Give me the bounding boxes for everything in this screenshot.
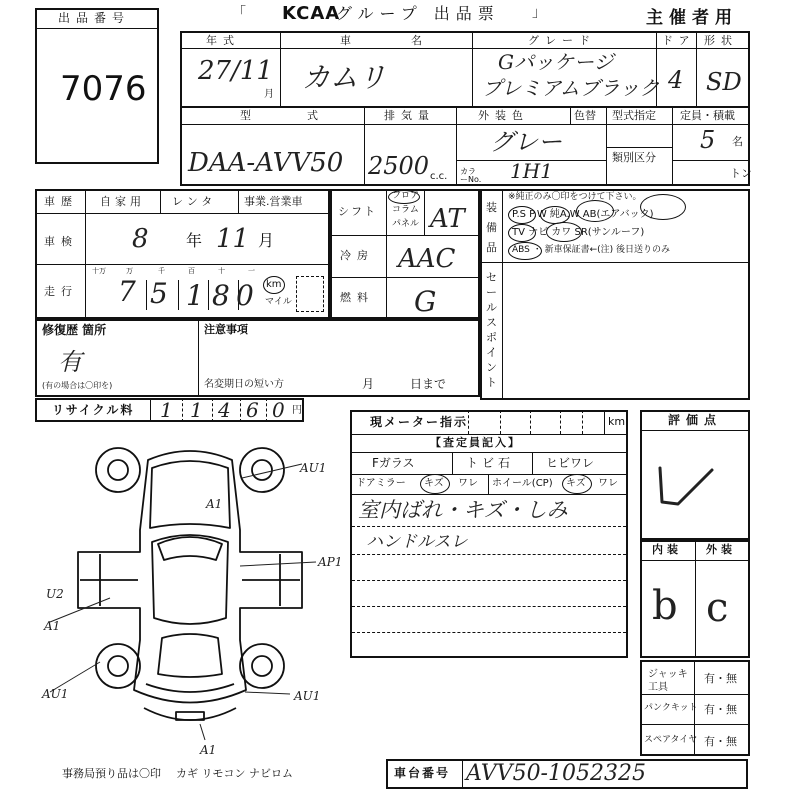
shift-option-floor: フロア bbox=[392, 191, 420, 201]
crack-label: ヒビワレ bbox=[546, 456, 595, 470]
model-designation-label: 型式指定 bbox=[612, 109, 656, 122]
row-line bbox=[35, 264, 330, 265]
row-line bbox=[456, 124, 606, 125]
form-title: グループ 出品票 bbox=[336, 4, 500, 23]
col-line bbox=[182, 398, 183, 422]
mirror-crack-label: ワレ bbox=[458, 478, 478, 489]
col-line bbox=[468, 410, 469, 434]
col-line bbox=[532, 452, 533, 474]
row-line bbox=[35, 213, 330, 214]
digit-sep bbox=[146, 280, 147, 310]
puncture-yes-no: 有・無 bbox=[704, 703, 737, 716]
wheel-crack-label: ワレ bbox=[598, 478, 618, 489]
recycle-digit-2: 1 bbox=[190, 398, 203, 422]
col-line bbox=[530, 410, 531, 434]
col-line bbox=[696, 31, 697, 106]
shift-option-panel: パネル bbox=[392, 219, 420, 229]
col-line bbox=[502, 189, 503, 400]
col-line bbox=[462, 759, 463, 789]
meter-label: 現メーター指示 bbox=[370, 415, 469, 429]
equip-circle-ab bbox=[640, 194, 686, 220]
brand-logo: KCAA bbox=[282, 3, 341, 24]
row-line bbox=[672, 160, 750, 161]
lot-label: 出品番号 bbox=[58, 11, 131, 25]
damage-label-au1-left: AU1 bbox=[42, 687, 69, 701]
digit-label-100k: 十万 bbox=[92, 267, 106, 275]
col-line bbox=[582, 410, 583, 434]
damage-label-au1-right: AU1 bbox=[294, 689, 321, 703]
title-change-month-unit: 月 bbox=[362, 377, 375, 391]
shift-label: シフト bbox=[338, 205, 377, 218]
class-label: 類別区分 bbox=[612, 151, 656, 164]
col-line bbox=[570, 106, 571, 124]
row-line bbox=[606, 147, 672, 148]
year-value: 27/11 bbox=[198, 56, 273, 86]
equip-circle-tv bbox=[508, 224, 536, 242]
fuel-value: G bbox=[414, 285, 437, 318]
office-note: 事務局預り品は〇印 bbox=[62, 767, 161, 780]
mileage-digit-2: 5 bbox=[150, 277, 168, 310]
exterior-color-value: グレー bbox=[490, 128, 562, 156]
mileage-tail-box bbox=[296, 276, 324, 312]
capacity-value: 5 bbox=[700, 126, 716, 154]
door-value: 4 bbox=[668, 66, 684, 94]
remark-line-1: 室内ばれ・キズ・しみ bbox=[358, 498, 568, 522]
fuel-label: 燃料 bbox=[340, 291, 374, 304]
year-label: 年式 bbox=[206, 34, 240, 47]
puncture-label: パンクキット bbox=[644, 703, 698, 713]
col-line bbox=[238, 189, 239, 213]
col-line bbox=[500, 410, 501, 434]
equip-circle-navi bbox=[546, 222, 582, 242]
inspection-month: 11 bbox=[216, 224, 250, 254]
row-line bbox=[350, 452, 628, 453]
row-line bbox=[640, 694, 750, 695]
km-label: km bbox=[266, 279, 282, 290]
mileage-digit-4: 8 bbox=[212, 279, 230, 312]
row-line bbox=[640, 430, 750, 431]
equip-circle-aw bbox=[576, 200, 614, 222]
damage-label-ap1: AP1 bbox=[318, 555, 343, 569]
organizer-label: 主催者用 bbox=[646, 8, 738, 28]
digit-label-1: 一 bbox=[248, 267, 255, 275]
jack-yes-no: 有・無 bbox=[704, 672, 737, 685]
ac-value: AAC bbox=[398, 244, 456, 274]
corner-mark-tl: 「 bbox=[232, 5, 246, 21]
corner-mark-tr: 」 bbox=[532, 5, 546, 21]
equipment-label: 装備品 bbox=[486, 201, 497, 254]
lot-divider bbox=[35, 28, 159, 29]
color-change-label: 色替 bbox=[574, 109, 596, 122]
lot-number: 7076 bbox=[60, 69, 147, 109]
damage-label-a1-rear: A1 bbox=[200, 743, 217, 757]
row-line bbox=[350, 474, 628, 475]
repair-value: 有 bbox=[58, 348, 82, 376]
grade-value-2: プレミアムブラック bbox=[482, 76, 660, 100]
jack-label: ジャッキ工具 bbox=[648, 669, 688, 693]
exterior-value: c bbox=[706, 585, 729, 631]
row-line bbox=[480, 262, 750, 263]
inspection-month-unit: 月 bbox=[258, 231, 275, 250]
shift-value: AT bbox=[430, 204, 465, 234]
wheel-scratch-label: キズ bbox=[566, 478, 586, 489]
col-line bbox=[266, 398, 267, 422]
col-line bbox=[560, 410, 561, 434]
exterior-score-label: 外装 bbox=[706, 543, 736, 556]
load-unit: トン bbox=[730, 167, 752, 180]
mile-label: マイル bbox=[265, 297, 292, 307]
mileage-digit-1: 7 bbox=[118, 275, 136, 308]
mileage-label: 走行 bbox=[44, 285, 78, 298]
shape-value: SD bbox=[706, 68, 742, 96]
remark-line-2: ハンドルスレ bbox=[366, 532, 468, 552]
remark-line bbox=[352, 632, 626, 633]
equipment-note: ※純正のみ〇印をつけて下さい。 bbox=[508, 192, 642, 202]
recycle-digit-3: 4 bbox=[218, 398, 231, 422]
damage-label-a1-hood: A1 bbox=[206, 497, 223, 511]
col-line bbox=[150, 398, 151, 422]
repair-label: 修復歴 箇所 bbox=[42, 323, 107, 337]
year-unit: 月 bbox=[264, 89, 274, 100]
digit-label-100: 百 bbox=[188, 267, 195, 275]
spare-label: スペアタイヤ bbox=[644, 735, 698, 745]
wheel-label: ホイール(CP) bbox=[492, 478, 553, 489]
ac-label: 冷房 bbox=[340, 249, 374, 262]
col-line bbox=[386, 189, 387, 319]
displacement-value: 2500 bbox=[368, 152, 430, 180]
col-line bbox=[452, 452, 453, 474]
color-no-label: カラーNo. bbox=[460, 167, 482, 184]
color-no-value: 1H1 bbox=[510, 159, 553, 183]
row-line bbox=[180, 48, 750, 49]
recycle-label: リサイクル料 bbox=[52, 403, 135, 417]
remark-line bbox=[352, 554, 626, 555]
row-line bbox=[330, 277, 480, 278]
col-line bbox=[160, 189, 161, 213]
glass-label: Fガラス bbox=[372, 456, 415, 470]
shape-label: 形状 bbox=[704, 34, 738, 47]
col-line bbox=[280, 31, 281, 106]
grade-label: グレード bbox=[528, 34, 596, 47]
notes-label: 注意事項 bbox=[204, 323, 248, 336]
digit-sep bbox=[208, 280, 209, 310]
recycle-digit-5: 0 bbox=[272, 398, 285, 422]
remark-line bbox=[352, 606, 626, 607]
office-items: カギ リモコン ナビロム bbox=[176, 767, 293, 780]
car-damage-diagram bbox=[40, 440, 350, 760]
mileage-digit-3: 1 bbox=[186, 279, 204, 312]
remark-line bbox=[352, 526, 626, 527]
damage-label-a1-door: A1 bbox=[44, 619, 61, 633]
capacity-unit: 名 bbox=[732, 135, 743, 148]
col-line bbox=[456, 106, 457, 186]
col-line bbox=[198, 319, 199, 397]
score-value bbox=[1, 1, 2, 2]
col-line bbox=[424, 189, 425, 235]
digit-label-10k: 万 bbox=[126, 267, 133, 275]
remark-line bbox=[352, 580, 626, 581]
inspection-year: 8 bbox=[132, 224, 149, 254]
model-label: 型式 bbox=[240, 109, 374, 122]
displacement-label: 排気量 bbox=[384, 109, 435, 122]
chassis-label: 車台番号 bbox=[394, 766, 451, 780]
repair-note: (有の場合は〇印を) bbox=[42, 381, 113, 390]
col-line bbox=[240, 398, 241, 422]
interior-label: 内装 bbox=[652, 543, 682, 556]
row-line bbox=[180, 124, 456, 125]
history-label: 車歴 bbox=[44, 195, 78, 208]
door-label: ドア bbox=[662, 34, 696, 47]
mirror-scratch-label: キズ bbox=[424, 478, 444, 489]
grade-value-1: Gパッケージ bbox=[498, 50, 614, 74]
meter-unit: km bbox=[608, 415, 626, 428]
damage-label-u2: U2 bbox=[46, 587, 64, 601]
capacity-label: 定員・積載 bbox=[680, 109, 735, 122]
digit-label-1k: 千 bbox=[158, 267, 165, 275]
exterior-color-label: 外装色 bbox=[478, 109, 529, 122]
equipment-row-2: TV ナビ カワ SR(サンルーフ) bbox=[512, 227, 645, 238]
row-line bbox=[606, 124, 750, 125]
chip-label: トビ石 bbox=[466, 456, 515, 470]
sales-point-label: セールスポイント bbox=[486, 271, 497, 389]
col-line bbox=[606, 106, 607, 186]
shift-option-column: コラム bbox=[392, 205, 419, 215]
interior-value: b bbox=[652, 583, 678, 629]
row-line bbox=[350, 494, 628, 495]
spare-yes-no: 有・無 bbox=[704, 735, 737, 748]
inspection-label: 車検 bbox=[44, 235, 78, 248]
equipment-row-1: P.S P.W 純A.W AB(エアバック) bbox=[512, 209, 654, 220]
inspection-year-unit: 年 bbox=[186, 231, 203, 250]
cc-unit: c.c. bbox=[430, 171, 448, 182]
recycle-unit: 円 bbox=[292, 405, 302, 416]
name-label: 車名 bbox=[340, 34, 482, 47]
history-option-rental: レンタ bbox=[172, 195, 217, 208]
row-line bbox=[180, 106, 750, 108]
inspector-label: 【査定員記入】 bbox=[430, 436, 521, 449]
chassis-value: AVV50-1052325 bbox=[466, 761, 646, 786]
col-line bbox=[212, 398, 213, 422]
door-mirror-label: ドアミラー bbox=[356, 478, 406, 489]
equip-circle-ps bbox=[508, 206, 536, 224]
history-option-private: 自家用 bbox=[100, 195, 145, 208]
score-label: 評価点 bbox=[668, 413, 723, 427]
row-line bbox=[640, 724, 750, 725]
recycle-digit-4: 6 bbox=[246, 398, 259, 422]
title-change-day-unit: 日まで bbox=[410, 377, 447, 391]
col-line bbox=[604, 410, 605, 434]
history-option-commercial: 事業.営業車 bbox=[244, 195, 303, 208]
col-line bbox=[85, 189, 86, 319]
col-line bbox=[672, 106, 673, 186]
damage-label-au1-top: AU1 bbox=[300, 461, 327, 475]
score-mark bbox=[648, 440, 748, 530]
row-line bbox=[350, 434, 628, 435]
digit-sep bbox=[178, 280, 179, 310]
name-value: カムリ bbox=[302, 61, 387, 94]
equipment-row-3: ABS ・ 新車保証書←(注) 後日送りのみ bbox=[512, 245, 671, 255]
model-value: DAA-AVV50 bbox=[188, 148, 344, 178]
row-line bbox=[330, 235, 480, 236]
digit-label-10: 十 bbox=[218, 267, 225, 275]
mileage-digit-5: 0 bbox=[236, 279, 254, 312]
title-change-label: 名変期日の短い方 bbox=[204, 379, 284, 390]
col-line bbox=[488, 474, 489, 494]
equip-circle-abs bbox=[508, 242, 542, 260]
recycle-digit-1: 1 bbox=[160, 398, 173, 422]
col-line bbox=[695, 540, 696, 658]
